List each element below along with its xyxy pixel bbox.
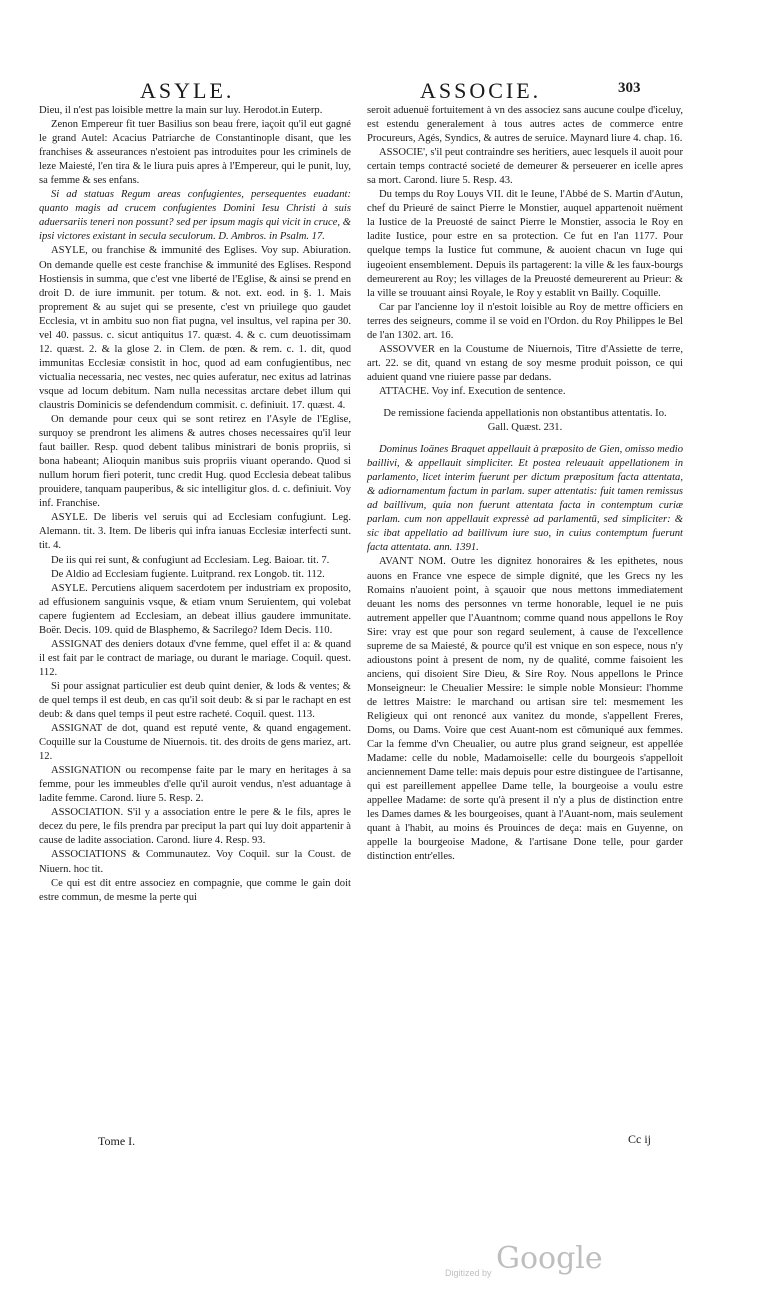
paragraph: ASSOCIATION. S'il y a association entre le pere & le fils, apres le decez du pere, le fils prendra par preciput la part qui luy doit appartenir à cause de ladite association. Carond. liure 4. Resp. 93. (39, 807, 351, 847)
left-column (39, 104, 351, 905)
paragraph: Dominus Ioänes Braquet appellauit à præposito de Gien, omisso medio baillivi, & appellauit simpliciter. Et postea releuauit appellationem in parlamento, licet interim fuerunt per dictum præpositum facta attentata, & adiornamentum factum in parlam. super attentatis: fuit tamen remissus ad baillivum, quia non fuerunt attentata facta in contemptum curiæ parlam. cum non appellauit expressè ad parlamentū, sed simpliciter: & sic ibat appellatio ad baillivum iure suo, in cuius contemptum fuerunt facta attentata. ann. 1391. (367, 444, 683, 554)
paragraph: Si pour assignat particulier est deub quint denier, & lods & ventes; & de quel temps il est deub, en cas qu'il soit deub: & si par le rachapt en est deub: & dans quel temps il peut estre racheté. Coquil. quest. 113. (39, 680, 351, 721)
section-title: De remissione facienda appellationis non obstantibus attentatis. Io. Gall. Quæst. 231. (383, 407, 667, 434)
paragraph: ASSOCIE', s'il peut contraindre ses heritiers, auec lesquels il auoit pour certain temps contracté societé de demeurer & perseuerer en icelle apres sa mort. Carond. liure 5. Resp. 43. (367, 147, 683, 187)
paragraph: ASSOCIATIONS & Communautez. Voy Coquil. sur la Coust. de Niuern. hoc tit. (39, 849, 351, 875)
paragraph: De iis qui rei sunt, & confugiunt ad Ecclesiam. Leg. Baioar. tit. 7. (51, 554, 330, 566)
watermark-prefix: Digitized by (445, 1268, 492, 1278)
paragraph: ASYLE. De liberis vel seruis qui ad Ecclesiam confugiunt. Leg. Alemann. tit. 3. Item. De liberis qui infra ianuas Ecclesiæ interfecti sunt. tit. 4. (39, 512, 351, 552)
paragraph: ASYLE, ou franchise & immunité des Eglises. Voy sup. Abiuration. On demande quelle est ceste franchise & immunité des Eglises. Respond Hostiensis in summa, que c'est vne liberté de l'Eglise, & ainsi se prend en droit D. de iure immunit. per totum. & not. ext. eod. in §. 1. Mais proprement & au sujet qui se presente, c'est vn priuilege quo gaudet Ecclesia, vt in ambitu suo non fiat pugna, vel insultus, vel rapina per 30. vel 40. passus. c. sicut antiquitus 17. quæst. 4. & c. cum deuotissimam 12. quæst. 2. & la glose 2. in Clem. de pœn. & rem. c. 1. dit, quod immunitas Ecclesiæ consistit in hoc, quod ad eam confugientibus, nec victualia necessaria, nec vestes, nec quies auferatur, nec exitus ad latrinas vsque ad locum debitum. Nam nulla necessitas arctare debet illum qui claustris Dominicis se defendendum commisit. c. definiuit. 17. quæst. 4. (39, 245, 351, 411)
paragraph: On demande pour ceux qui se sont retirez en l'Asyle de l'Eglise, surquoy se prendront les alimens & autres choses necessaires qu'il leur faut bailler. Resp. quod debent talibus ministrari de bonis propriis, si bona habeant; Alioquin manibus suis propriis viuant operando. Quod si nullum horum fieri poterit, tunc credit Hug. quod Ecclesia debeat talibus prouidere, tanquam pauperibus, & sic intelligitur glos. d. c. definiuit. Voy inf. Franchise. (39, 414, 351, 510)
right-column (367, 104, 683, 864)
paragraph: ASSIGNAT des deniers dotaux d'vne femme, quel effet il a: & quand il est fait par le contract de mariage, ou durant le mariage. Coquil. quest. 112. (39, 638, 351, 678)
paragraph: ASSIGNATION ou recompense faite par le mary en heritages à sa femme, pour les immeubles d'elle qu'il auroit vendus, n'est aduantage à ladite femme. Carond. liure 5. Resp. 2. (39, 765, 351, 805)
paragraph: De Aldio ad Ecclesiam fugiente. Luitprand. rex Longob. tit. 112. (51, 568, 325, 580)
paragraph: Du temps du Roy Louys VII. dit le Ieune, l'Abbé de S. Martin d'Autun, chef du Prieuré de sainct Pierre le Monstier, auquel appartenoit nuëment la Iustice de la Preuosté de sainct Pierre le Monstier, associa le Roy en ladite Iustice, pour estre en sa protection. Ce fut en l'an 1177. Pour quelque temps la Iustice fut commune, & auoient chacun vn Iuge qui iugeoient ensemblement. Depuis ils partagerent: la ville & les faux-bourgs demeurerent au Roy; les villages de la Preuosté demeurerent au Prieur: & la ville se trouuant ainsi Royale, le Roy y establit vn Bailly. Coquille. (367, 189, 683, 299)
google-logo-icon (496, 1240, 611, 1276)
paragraph: Zenon Empereur fit tuer Basilius son beau frere, iaçoit qu'il eut gagné le grand Autel: Acacius Patriarche de Constantinople disant, que les franchises & asseurances n'estoient pas introduites pour les criminels de leze Maiesté, l'en tira & le liura puis apres à l'Empereur, qui le punit, luy, sa femme & ses enfans. (39, 119, 351, 187)
signature-mark: Cc ij (628, 1132, 651, 1146)
paragraph: ATTACHE. Voy inf. Execution de sentence. (379, 385, 566, 397)
paragraph: AVANT NOM. Outre les dignitez honoraires & les epithetes, nous auons en France vne espece de simple dignité, que les Grecs ny les Romains n'auoient point, à sçauoir que nous mettons immediatement deuant les noms des personnes vn terme honorable, lequel ie ne puis autrement appeller que l'Auantnom; comme quand nous appellons le Roy Sire: vray est que pour son regard seulement, à cause de l'excellence supreme de sa Maiesté, & pource qu'il est vnique en son espece, nous n'y adioustons point à present de nom, ny de qualité, comme faisoient les anciens, qui disoient Sire Dieu, & Sire Roy. Nous appellons le Prince Monseigneur: le Cheualier Messire: le simple noble Monsieur: l'homme de lettres Maistre: le marchand ou artisan sire tel: mesmement les Religieux qui ont renoncé aux vanitez du monde, s'appellent Freres, Doms, ou Dams. Voire que cest Auant-nom est cōmuniqué aux femmes. Car la femme d'vn Cheualier, ou autre plus grand seigneur, est appellée Madame: celle du noble, Madamoiselle: celle du bourgeois s'appelloit anciennement Dame telle: mais depuis pour estre distinguee de l'artisanne, qui est pareillement appellee Dame telle, la bourgeoise a voulu estre appellee Madame: de sorte qu'à present il n'y a plus de distinction entre les Dames dames & les bourgeoises, quant à l'Auant-nom, mais seulement quant à l'habit, au moins és Prouinces de deça: mais en Guyenne, on appelle la bourgeoise Madone, & l'artisane Done telle, pour garder distinction entr'elles. (367, 556, 683, 863)
paragraph: Car par l'ancienne loy il n'estoit loisible au Roy de mettre officiers en terres des seigneurs, comme il se void en l'Ordon. du Roy Philippes le Bel de l'an 1302. art. 16. (367, 301, 683, 341)
paragraph: Ce qui est dit entre associez en compagnie, que comme le gain doit estre commun, de mesme la perte qui (39, 877, 351, 903)
paragraph: ASSIGNAT de dot, quand est reputé vente, & quand engagement. Coquille sur la Coustume de Niuernois. tit. des droits de gens mariez, art. 12. (39, 723, 351, 763)
page-number: 303 (618, 80, 641, 96)
google-logo-text: Google (495, 1241, 603, 1276)
paragraph: Dieu, il n'est pas loisible mettre la main sur luy. Herodot.in Euterp. (39, 105, 323, 116)
paragraph: ASSOVVER en la Coustume de Niuernois, Titre d'Assiette de terre, art. 22. se dit, quand vn estang de soy mesme produit poisson, ce qui aduient quand vne riuiere passe par dedans. (367, 343, 683, 383)
paragraph: seroit aduenuë fortuitement à vn des associez sans aucune coulpe d'iceluy, est estendu generalement à tous autres actes de commerce entre Procureurs, Agés, Syndics, & autres de seruice. Maynard liure 4. chap. 16. (367, 105, 683, 145)
running-head-right: ASSOCIE. (420, 78, 542, 103)
paragraph: Si ad statuas Regum areas confugientes, persequentes euadant: quanto magis ad crucem confugientes Domini Iesu Christi à suis aduersariis teneri non possunt? sed per ipsum magis qui vicit in cruce, & ipsi victores existant in secula seculorum. D. Ambros. in Psalm. 17. (39, 189, 351, 243)
digitized-watermark (445, 1240, 611, 1278)
paragraph: ASYLE. Percutiens aliquem sacerdotem per industriam ex proposito, ad effusionem sanguinis vsque, & etiam vnum Seruientem, qui volebat capere fugientem ad Ecclesiam, an debeat illius gaudere immunitate. Boër. Decis. 109. quid de Blasphemo, & Sacrilego? Idem Decis. 110. (39, 582, 351, 636)
volume-label: Tome I. (98, 1134, 136, 1148)
running-head-left: ASYLE. (140, 78, 235, 103)
